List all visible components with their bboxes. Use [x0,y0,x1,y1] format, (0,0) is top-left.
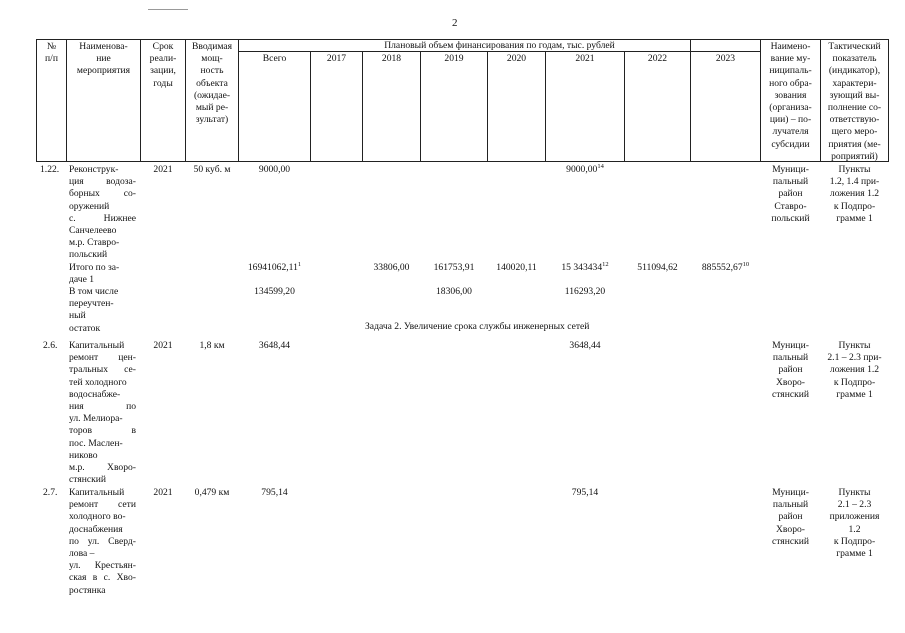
total-task1-2019: 161753,91 [433,262,475,273]
row-capacity: 1,8 км [199,340,225,351]
header-year-2020: 2020 [506,53,527,64]
col-border [545,51,546,162]
col-border [310,51,311,162]
header-year-2019: 2019 [444,53,464,64]
header-year-2017: 2017 [326,53,347,64]
header-year-2022: 2022 [647,53,668,64]
scan-speck [148,9,188,10]
row-number: 2.7. [43,487,58,498]
row-value-2021: 3648,44 [569,340,601,351]
row-name: Реконструк- ция водоза- борных со- оружений с. Нижнее Санчелеево м.р. Ставро- польский [69,164,136,261]
row-recipient: Муници- пальный район Ставро- польский [771,164,810,224]
task2-title: Задача 2. Увеличение срока службы инженерных сетей [365,321,590,332]
header-col-capacity: Вводимая мощ- ность объекта (ожидае- мый ре- зультат) [191,41,233,126]
row-total: 795,14 [261,487,288,498]
header-col-recipient: Наимено- вание му- ниципаль- ного обра- зования (организа- ции) – по- лучателя субсидии [769,41,812,150]
row-indicator: Пункты 2.1 – 2.3 при- ложения 1.2 к Подпро- грамме 1 [827,340,882,400]
row-term: 2021 [153,340,173,351]
carryover-label: В том числе переучтен- ный остаток [69,286,119,334]
row-number: 2.6. [43,340,58,351]
total-task1-2022: 511094,62 [637,262,678,273]
total-task1-2021: 15 343434$^{12}$ [561,260,609,273]
col-border [420,51,421,162]
row-recipient: Муници- пальный район Хворо- стянский [771,340,810,400]
header-col-total: Всего [262,53,287,64]
page-number: 2 [452,17,458,29]
row-value-2021: 795,14 [571,487,599,498]
row-total: 9000,00 [258,164,291,175]
total-task1-2018: 33806,00 [373,262,410,273]
row-capacity: 0,479 км [194,487,230,498]
row-name: Капитальный ремонт цен- тральных се- тей холодного водоснабже- ния по ул. Мелиора- торов в пос. Маслен- никово м.р. Хворо- стянский [69,340,136,486]
col-border [624,51,625,162]
header-col-indicator: Тактический показатель (индикатор), характери- зующий вы- полнение со- ответствую- щего меро- приятия (ме- роприятий) [827,41,882,162]
header-col-name: Наименова- ние мероприятия [76,41,131,77]
row-indicator: Пункты 1.2, 1.4 при- ложения 1.2 к Подпро- грамме 1 [829,164,880,224]
row-term: 2021 [153,164,173,175]
row-name: Капитальный ремонт сети холодного во- доснабжения по ул. Сверд- лова – ул. Крестьян- ская в с. Хво- ростянка [69,487,136,596]
total-task1-2023: 885552,67$^{10}$ [701,260,750,273]
header-col-number: № п/п [45,41,58,65]
header-year-2018: 2018 [381,53,402,64]
row-number: 1.22. [40,164,60,175]
carryover-2019: 18306,00 [436,286,472,297]
col-border [487,51,488,162]
row-total: 3648,44 [258,340,291,351]
row-term: 2021 [153,487,173,498]
header-year-2023: 2023 [715,53,736,64]
row-recipient: Муници- пальный район Хворо- стянский [771,487,810,547]
total-task1-label: Итого по за- даче 1 [69,262,120,286]
row-indicator: Пункты 2.1 – 2.3 приложения 1.2 к Подпро- грамме 1 [829,487,880,560]
row-capacity: 50 куб. м [193,164,231,175]
header-funding-title: Плановый объем финансирования по годам, тыс. рублей [384,40,615,51]
total-task1-2020: 140020,11 [496,262,537,273]
row-value-2021: 9000,00$^{14}$ [566,162,604,175]
col-border [362,51,363,162]
total-task1-total: 16941062,11$^1$ [247,260,302,273]
carryover-2021: 116293,20 [564,286,606,297]
header-col-term: Срок реали- зации, годы [149,41,177,89]
col-border [888,39,889,162]
header-year-2021: 2021 [575,53,595,64]
carryover-total: 134599,20 [254,286,295,297]
